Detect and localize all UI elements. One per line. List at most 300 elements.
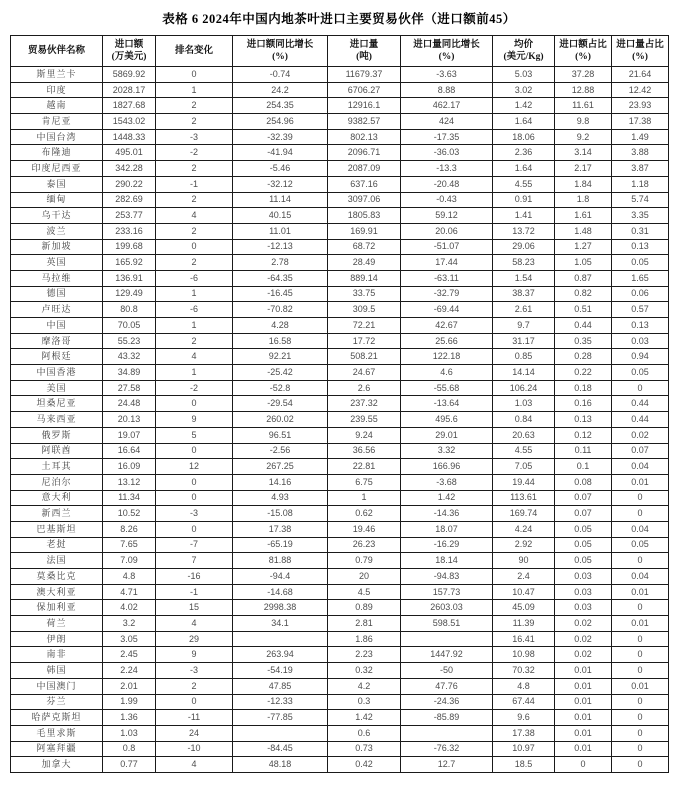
value-cell: 2.17 xyxy=(555,161,612,177)
value-cell: 113.61 xyxy=(493,490,555,506)
value-cell: 19.46 xyxy=(328,521,401,537)
value-cell: 4 xyxy=(156,208,233,224)
partner-name-cell: 摩洛哥 xyxy=(11,333,103,349)
value-cell: 0.01 xyxy=(612,616,669,632)
value-cell: 0.6 xyxy=(328,725,401,741)
value-cell: 0 xyxy=(612,380,669,396)
value-cell: 1.18 xyxy=(612,176,669,192)
value-cell: 0 xyxy=(156,521,233,537)
value-cell: 2.01 xyxy=(103,678,156,694)
partner-name-cell: 中国澳门 xyxy=(11,678,103,694)
table-row xyxy=(11,537,669,553)
value-cell: -1 xyxy=(156,176,233,192)
value-cell: 0.32 xyxy=(328,663,401,679)
value-cell: 29.06 xyxy=(493,239,555,255)
value-cell: 18.07 xyxy=(401,521,493,537)
value-cell: -6 xyxy=(156,302,233,318)
partner-name-cell: 越南 xyxy=(11,98,103,114)
column-header-line: 排名变化 xyxy=(174,46,213,56)
value-cell: 45.09 xyxy=(493,600,555,616)
partner-name-cell: 阿塞拜疆 xyxy=(11,741,103,757)
value-cell: 2 xyxy=(156,255,233,271)
value-cell: 462.17 xyxy=(401,98,493,114)
value-cell: 260.02 xyxy=(233,412,328,428)
value-cell: -55.68 xyxy=(401,380,493,396)
column-header-line: (吨) xyxy=(356,52,372,62)
value-cell: 58.23 xyxy=(493,255,555,271)
value-cell: -14.68 xyxy=(233,584,328,600)
column-header xyxy=(103,36,156,67)
value-cell: 8.26 xyxy=(103,521,156,537)
value-cell: -94.83 xyxy=(401,569,493,585)
value-cell: 22.81 xyxy=(328,459,401,475)
value-cell: -24.36 xyxy=(401,694,493,710)
value-cell: 4.93 xyxy=(233,490,328,506)
value-cell: 0.1 xyxy=(555,459,612,475)
value-cell: 0.03 xyxy=(555,584,612,600)
value-cell: 17.44 xyxy=(401,255,493,271)
value-cell: -84.45 xyxy=(233,741,328,757)
value-cell: 3.2 xyxy=(103,616,156,632)
value-cell: -51.07 xyxy=(401,239,493,255)
value-cell: 1543.02 xyxy=(103,114,156,130)
value-cell: 28.49 xyxy=(328,255,401,271)
header-row xyxy=(11,36,669,67)
value-cell: 26.23 xyxy=(328,537,401,553)
value-cell xyxy=(401,725,493,741)
partner-name-cell: 波兰 xyxy=(11,223,103,239)
partner-name-cell: 马来西亚 xyxy=(11,412,103,428)
trade-partners-table xyxy=(10,35,669,773)
value-cell: 0.42 xyxy=(328,757,401,773)
value-cell: 20.63 xyxy=(493,427,555,443)
value-cell: 0 xyxy=(612,553,669,569)
value-cell: 13.12 xyxy=(103,474,156,490)
value-cell: 3.35 xyxy=(612,208,669,224)
partner-name-cell: 马拉维 xyxy=(11,270,103,286)
value-cell: 2 xyxy=(156,192,233,208)
value-cell: 2 xyxy=(156,678,233,694)
table-row xyxy=(11,286,669,302)
table-row xyxy=(11,208,669,224)
column-header-line: 贸易伙伴名称 xyxy=(27,46,85,56)
value-cell: -12.13 xyxy=(233,239,328,255)
value-cell: 0.18 xyxy=(555,380,612,396)
value-cell: 0 xyxy=(612,725,669,741)
value-cell: 0.44 xyxy=(555,318,612,334)
value-cell: 17.72 xyxy=(328,333,401,349)
table-row xyxy=(11,725,669,741)
value-cell: 33.75 xyxy=(328,286,401,302)
value-cell: 0.01 xyxy=(555,741,612,757)
table-caption: 表格 6 2024年中国内地茶叶进口主要贸易伙伴（进口额前45） xyxy=(162,12,516,26)
value-cell: 508.21 xyxy=(328,349,401,365)
value-cell: 17.38 xyxy=(233,521,328,537)
table-body xyxy=(11,67,669,773)
table-row xyxy=(11,678,669,694)
partner-name-cell: 美国 xyxy=(11,380,103,396)
value-cell: -1 xyxy=(156,584,233,600)
value-cell: 11.34 xyxy=(103,490,156,506)
value-cell: -13.3 xyxy=(401,161,493,177)
value-cell: 0.02 xyxy=(555,616,612,632)
value-cell: 3.05 xyxy=(103,631,156,647)
value-cell: 263.94 xyxy=(233,647,328,663)
partner-name-cell: 卢旺达 xyxy=(11,302,103,318)
table-row xyxy=(11,67,669,83)
column-header xyxy=(11,36,103,67)
value-cell: 4.8 xyxy=(103,569,156,585)
partner-name-cell: 中国 xyxy=(11,318,103,334)
table-row xyxy=(11,521,669,537)
value-cell: 59.12 xyxy=(401,208,493,224)
value-cell: 0.35 xyxy=(555,333,612,349)
value-cell: 24 xyxy=(156,725,233,741)
value-cell: 0.12 xyxy=(555,427,612,443)
value-cell: 0.07 xyxy=(555,506,612,522)
value-cell: 34.89 xyxy=(103,365,156,381)
table-row xyxy=(11,490,669,506)
value-cell: 20.06 xyxy=(401,223,493,239)
table-row xyxy=(11,380,669,396)
column-header-line: (万美元) xyxy=(111,52,147,62)
value-cell: 1448.33 xyxy=(103,129,156,145)
value-cell: 4.24 xyxy=(493,521,555,537)
column-header-line: (美元/Kg) xyxy=(503,52,544,62)
table-row xyxy=(11,616,669,632)
partner-name-cell: 保加利亚 xyxy=(11,600,103,616)
value-cell: 0.01 xyxy=(555,694,612,710)
column-header-line: 进口额 xyxy=(114,40,144,50)
partner-name-cell: 南非 xyxy=(11,647,103,663)
value-cell: 12 xyxy=(156,459,233,475)
value-cell: 0 xyxy=(612,490,669,506)
partner-name-cell: 伊朗 xyxy=(11,631,103,647)
value-cell: -94.4 xyxy=(233,569,328,585)
value-cell: 40.15 xyxy=(233,208,328,224)
value-cell: 0.01 xyxy=(555,725,612,741)
value-cell: 8.88 xyxy=(401,82,493,98)
table-row xyxy=(11,647,669,663)
value-cell: -11 xyxy=(156,710,233,726)
table-row xyxy=(11,631,669,647)
value-cell: 9.24 xyxy=(328,427,401,443)
value-cell: 1.36 xyxy=(103,710,156,726)
value-cell: 0 xyxy=(156,67,233,83)
value-cell: 2087.09 xyxy=(328,161,401,177)
value-cell: 5 xyxy=(156,427,233,443)
value-cell: 10.47 xyxy=(493,584,555,600)
value-cell: 0 xyxy=(156,396,233,412)
value-cell: 4.02 xyxy=(103,600,156,616)
value-cell: 889.14 xyxy=(328,270,401,286)
value-cell: 0.62 xyxy=(328,506,401,522)
value-cell: -17.35 xyxy=(401,129,493,145)
partner-name-cell: 新加坡 xyxy=(11,239,103,255)
value-cell: 1 xyxy=(156,82,233,98)
value-cell: 0.04 xyxy=(612,459,669,475)
value-cell: 1827.68 xyxy=(103,98,156,114)
value-cell: 80.8 xyxy=(103,302,156,318)
partner-name-cell: 巴基斯坦 xyxy=(11,521,103,537)
value-cell: 0.44 xyxy=(612,412,669,428)
value-cell: -3 xyxy=(156,129,233,145)
value-cell: 122.18 xyxy=(401,349,493,365)
table-row xyxy=(11,192,669,208)
value-cell: 166.96 xyxy=(401,459,493,475)
value-cell: 11.39 xyxy=(493,616,555,632)
value-cell: 2.24 xyxy=(103,663,156,679)
value-cell: 16.58 xyxy=(233,333,328,349)
value-cell: -20.48 xyxy=(401,176,493,192)
value-cell: 19.44 xyxy=(493,474,555,490)
value-cell: 0.3 xyxy=(328,694,401,710)
value-cell: 598.51 xyxy=(401,616,493,632)
value-cell: 12916.1 xyxy=(328,98,401,114)
value-cell: 10.52 xyxy=(103,506,156,522)
value-cell: 1.65 xyxy=(612,270,669,286)
column-header-line: 进口额占比 xyxy=(559,40,607,50)
table-row xyxy=(11,694,669,710)
value-cell: 9.7 xyxy=(493,318,555,334)
column-header xyxy=(555,36,612,67)
value-cell: 2.36 xyxy=(493,145,555,161)
value-cell: 2.78 xyxy=(233,255,328,271)
value-cell: 0.87 xyxy=(555,270,612,286)
value-cell: 16.09 xyxy=(103,459,156,475)
value-cell: 24.48 xyxy=(103,396,156,412)
value-cell: 4.6 xyxy=(401,365,493,381)
column-header xyxy=(328,36,401,67)
value-cell: 29.01 xyxy=(401,427,493,443)
value-cell: -64.35 xyxy=(233,270,328,286)
partner-name-cell: 哈萨克斯坦 xyxy=(11,710,103,726)
value-cell: 0.03 xyxy=(555,569,612,585)
value-cell: 15 xyxy=(156,600,233,616)
value-cell: 4.28 xyxy=(233,318,328,334)
partner-name-cell: 坦桑尼亚 xyxy=(11,396,103,412)
value-cell: 129.49 xyxy=(103,286,156,302)
value-cell: 2 xyxy=(156,98,233,114)
value-cell: 157.73 xyxy=(401,584,493,600)
value-cell: -7 xyxy=(156,537,233,553)
table-row xyxy=(11,710,669,726)
value-cell: 5.03 xyxy=(493,67,555,83)
partner-name-cell: 阿根廷 xyxy=(11,349,103,365)
value-cell: 16.64 xyxy=(103,443,156,459)
value-cell: -12.33 xyxy=(233,694,328,710)
value-cell: 4.55 xyxy=(493,443,555,459)
value-cell: 1.84 xyxy=(555,176,612,192)
value-cell: 17.38 xyxy=(493,725,555,741)
value-cell xyxy=(401,631,493,647)
table-row xyxy=(11,584,669,600)
value-cell: 0.05 xyxy=(555,553,612,569)
table-row xyxy=(11,114,669,130)
value-cell: 11.14 xyxy=(233,192,328,208)
value-cell: 1.64 xyxy=(493,161,555,177)
value-cell: 0 xyxy=(612,710,669,726)
value-cell: 169.91 xyxy=(328,223,401,239)
value-cell: 4.8 xyxy=(493,678,555,694)
value-cell: 0.01 xyxy=(612,474,669,490)
value-cell: -54.19 xyxy=(233,663,328,679)
value-cell: 0 xyxy=(156,694,233,710)
value-cell: 3.14 xyxy=(555,145,612,161)
value-cell: 0.82 xyxy=(555,286,612,302)
value-cell: 2.23 xyxy=(328,647,401,663)
value-cell: 0.01 xyxy=(555,678,612,694)
value-cell: 2.81 xyxy=(328,616,401,632)
value-cell: 239.55 xyxy=(328,412,401,428)
value-cell: 68.72 xyxy=(328,239,401,255)
value-cell: -10 xyxy=(156,741,233,757)
value-cell xyxy=(233,631,328,647)
value-cell: 136.91 xyxy=(103,270,156,286)
value-cell: -77.85 xyxy=(233,710,328,726)
value-cell: 2.4 xyxy=(493,569,555,585)
value-cell: 0.44 xyxy=(612,396,669,412)
value-cell: 2603.03 xyxy=(401,600,493,616)
value-cell: 42.67 xyxy=(401,318,493,334)
value-cell: 19.07 xyxy=(103,427,156,443)
value-cell: -41.94 xyxy=(233,145,328,161)
partner-name-cell: 新西兰 xyxy=(11,506,103,522)
value-cell: 0 xyxy=(156,239,233,255)
value-cell: 254.96 xyxy=(233,114,328,130)
value-cell: -69.44 xyxy=(401,302,493,318)
value-cell: 2998.38 xyxy=(233,600,328,616)
value-cell: 81.88 xyxy=(233,553,328,569)
partner-name-cell: 斯里兰卡 xyxy=(11,67,103,83)
value-cell: 1805.83 xyxy=(328,208,401,224)
value-cell: 9.8 xyxy=(555,114,612,130)
value-cell: 13.72 xyxy=(493,223,555,239)
value-cell: 1 xyxy=(156,318,233,334)
column-header-line: 均价 xyxy=(513,40,533,50)
value-cell: 24.67 xyxy=(328,365,401,381)
value-cell: 0.04 xyxy=(612,569,669,585)
value-cell: 48.18 xyxy=(233,757,328,773)
value-cell: 0.13 xyxy=(612,318,669,334)
value-cell: 12.88 xyxy=(555,82,612,98)
table-header xyxy=(11,36,669,67)
value-cell: 0.01 xyxy=(612,584,669,600)
value-cell: 0.02 xyxy=(555,631,612,647)
value-cell: 12.42 xyxy=(612,82,669,98)
value-cell: 0.77 xyxy=(103,757,156,773)
value-cell: 5869.92 xyxy=(103,67,156,83)
partner-name-cell: 加拿大 xyxy=(11,757,103,773)
value-cell: 0 xyxy=(612,741,669,757)
value-cell: 11679.37 xyxy=(328,67,401,83)
value-cell: 0.04 xyxy=(612,521,669,537)
value-cell: 0 xyxy=(555,757,612,773)
table-row xyxy=(11,741,669,757)
value-cell: 0 xyxy=(156,443,233,459)
value-cell: 4.55 xyxy=(493,176,555,192)
value-cell: 27.58 xyxy=(103,380,156,396)
value-cell: 20.13 xyxy=(103,412,156,428)
value-cell: 24.2 xyxy=(233,82,328,98)
partner-name-cell: 英国 xyxy=(11,255,103,271)
value-cell: 1.05 xyxy=(555,255,612,271)
partner-name-cell: 澳大利亚 xyxy=(11,584,103,600)
partner-name-cell: 肯尼亚 xyxy=(11,114,103,130)
partner-name-cell: 乌干达 xyxy=(11,208,103,224)
value-cell: 7.65 xyxy=(103,537,156,553)
value-cell: 1.61 xyxy=(555,208,612,224)
column-header-line: (%) xyxy=(632,52,648,62)
value-cell: -50 xyxy=(401,663,493,679)
value-cell: 0.03 xyxy=(612,333,669,349)
value-cell: 290.22 xyxy=(103,176,156,192)
value-cell: -2 xyxy=(156,145,233,161)
column-header-line: 进口额同比增长 xyxy=(246,40,314,50)
value-cell: -0.43 xyxy=(401,192,493,208)
value-cell: 1 xyxy=(328,490,401,506)
value-cell: 90 xyxy=(493,553,555,569)
value-cell: -63.11 xyxy=(401,270,493,286)
value-cell: 0 xyxy=(612,631,669,647)
value-cell: 0.01 xyxy=(555,710,612,726)
value-cell: 4 xyxy=(156,616,233,632)
value-cell: 0.79 xyxy=(328,553,401,569)
value-cell: 0.11 xyxy=(555,443,612,459)
value-cell: 18.06 xyxy=(493,129,555,145)
value-cell: 6.75 xyxy=(328,474,401,490)
value-cell: -16.45 xyxy=(233,286,328,302)
value-cell: 70.32 xyxy=(493,663,555,679)
value-cell: 2 xyxy=(156,223,233,239)
value-cell: 38.37 xyxy=(493,286,555,302)
value-cell: 2 xyxy=(156,161,233,177)
table-row xyxy=(11,161,669,177)
value-cell: 267.25 xyxy=(233,459,328,475)
value-cell: 0.89 xyxy=(328,600,401,616)
table-row xyxy=(11,239,669,255)
value-cell: -2.56 xyxy=(233,443,328,459)
value-cell: 9 xyxy=(156,412,233,428)
value-cell: 4 xyxy=(156,757,233,773)
value-cell: -2 xyxy=(156,380,233,396)
partner-name-cell: 法国 xyxy=(11,553,103,569)
value-cell: 29 xyxy=(156,631,233,647)
value-cell: 0 xyxy=(156,474,233,490)
value-cell: 1.48 xyxy=(555,223,612,239)
table-row xyxy=(11,270,669,286)
partner-name-cell: 布隆迪 xyxy=(11,145,103,161)
value-cell: -0.74 xyxy=(233,67,328,83)
value-cell: 25.66 xyxy=(401,333,493,349)
value-cell: 0.16 xyxy=(555,396,612,412)
value-cell: 0.57 xyxy=(612,302,669,318)
table-row xyxy=(11,82,669,98)
value-cell: 23.93 xyxy=(612,98,669,114)
value-cell: 0.13 xyxy=(612,239,669,255)
value-cell: 9.2 xyxy=(555,129,612,145)
value-cell: -16 xyxy=(156,569,233,585)
value-cell: 253.77 xyxy=(103,208,156,224)
column-header xyxy=(233,36,328,67)
value-cell: 165.92 xyxy=(103,255,156,271)
table-row xyxy=(11,459,669,475)
partner-name-cell: 意大利 xyxy=(11,490,103,506)
value-cell xyxy=(233,725,328,741)
value-cell: 1.41 xyxy=(493,208,555,224)
partner-name-cell: 韩国 xyxy=(11,663,103,679)
value-cell: 1.42 xyxy=(328,710,401,726)
